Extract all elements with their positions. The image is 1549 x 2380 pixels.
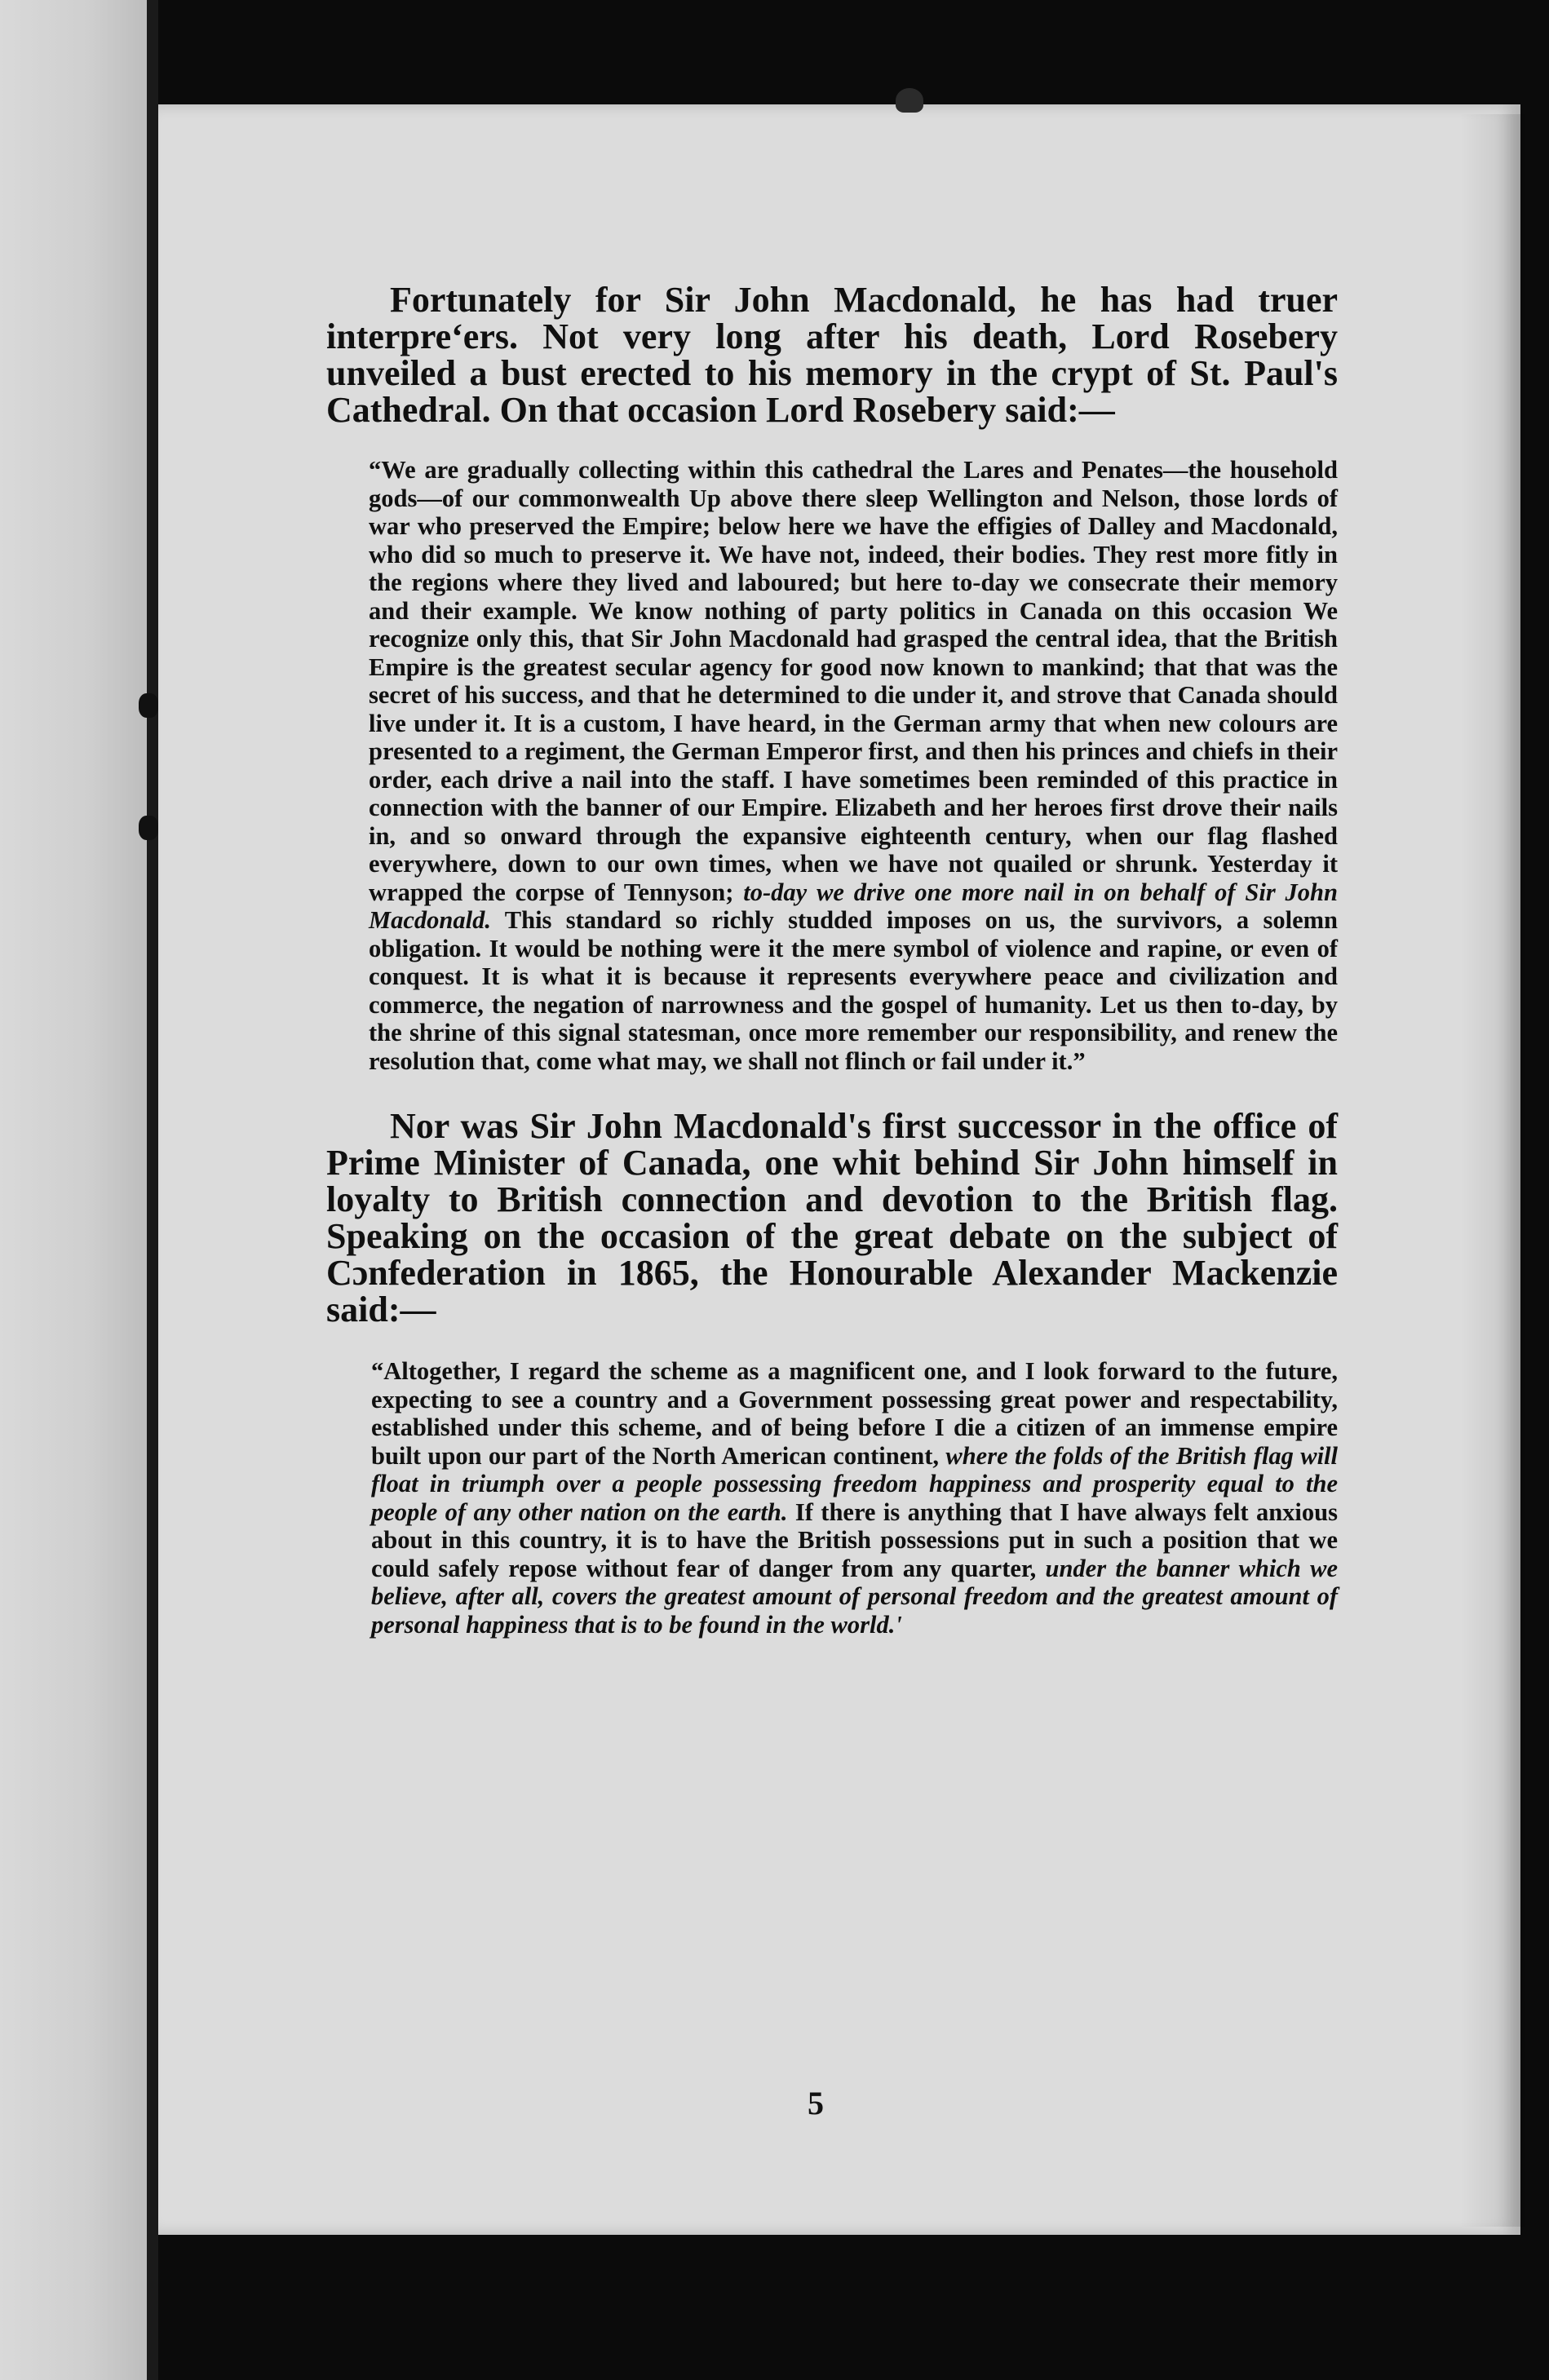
page-curl-shadow (1460, 114, 1525, 2227)
quote-emphasis: under the banner which we believe, after all, covers the greatest amount of personal freedom and the greatest amount of personal happiness that is to be found in the world.' (371, 1554, 1338, 1639)
binding-mark (139, 816, 158, 840)
rosebery-quote (326, 456, 1338, 1075)
mackenzie-quote (326, 1357, 1338, 1639)
paragraph-intro: Fortunately for Sir John Macdonald, he has had truer interpreʻers. Not very long after his death, Lord Rosebery unveiled a bust erected to his memory in the crypt of St. Paul's Cathedral. On that occasion Lord Rosebery said:— (326, 280, 1338, 430)
page-text (326, 281, 1338, 1639)
facing-page-edge (0, 0, 147, 2380)
quote-text: If there is anything that I have always felt anxious about in this country, it is to have the British possessions put in such a position that we could safely repose without fear of danger from any quarter, (371, 1497, 1338, 1582)
quote-emphasis: where the folds of the British flag will float in triumph over a people possessing freedom happiness and prosperity equal to the people of any other nation on the earth. (371, 1441, 1339, 1526)
quote-text: “We are gradually collecting within this cathedral the Lares and Penates—the household gods—of our commonwealth Up above there sleep Wellington and Nelson, those lords of war who preserved the Empire; below here we have the effigies of Dalley and Macdonald, who did so much to preserve it. We have not, indeed, their bodies. They rest more fitly in the regions where they lived and laboured; but here to-day we consecrate their memory and their example. We know nothing of party politics in Canada on this occasion We recognize only this, that Sir John Macdonald had grasped the central idea, that the British Empire is the greatest secular agency for good now known to mankind; that that was the secret of his success, and that he determined to die under it, and strove that Canada should live under it. It is a custom, I have heard, in the German army that when new colours are presented to a regiment, the German Emperor first, and then his princes and chiefs in their order, each drive a nail into the staff. I have sometimes been reminded of this practice in connection with the banner of our Empire. Elizabeth and her heroes first drove their nails in, and so onward through the expansive eighteenth century, when our flag flashed everywhere, down to our own times, when we have not quailed or shrunk. Yesterday it wrapped the corpse of Tennyson; (369, 456, 1338, 906)
paragraph-mackenzie: Nor was Sir John Macdonald's first successor in the office of Prime Minister of Canada, one whit behind Sir John himself in loyalty to British connection and devotion to the British flag. Speaking on the occasion of the great debate on the subject of Cɔnfederation in 1865, the Honourable Alexander Mackenzie said:— (326, 1106, 1338, 1329)
binding-mark (139, 693, 158, 718)
gutter-shadow (147, 0, 158, 2380)
quote-emphasis: to-day we drive one more nail in on behalf of Sir John Macdonald. (369, 878, 1338, 934)
scan-smudge (896, 88, 923, 113)
page-number: 5 (808, 2085, 824, 2121)
quote-text: “Altogether, I regard the scheme as a magnificent one, and I look forward to the future, expecting to see a country and a Government possessing great power and respectability, established under this scheme, and of being before I die a citizen of an immense empire built upon our part of the North American continent, (371, 1357, 1338, 1470)
quote-text: This standard so richly studded imposes on us, the survivors, a solemn obligation. It would be nothing were it the mere symbol of violence and rapine, or even of conquest. It is what it is because it represents everywhere peace and civilization and commerce, the negation of narrowness and the gospel of humanity. Let us then to-day, by the shrine of this signal statesman, once more remember our responsibility, and renew the resolution that, come what may, we shall not flinch or fail under it.” (369, 906, 1338, 1075)
